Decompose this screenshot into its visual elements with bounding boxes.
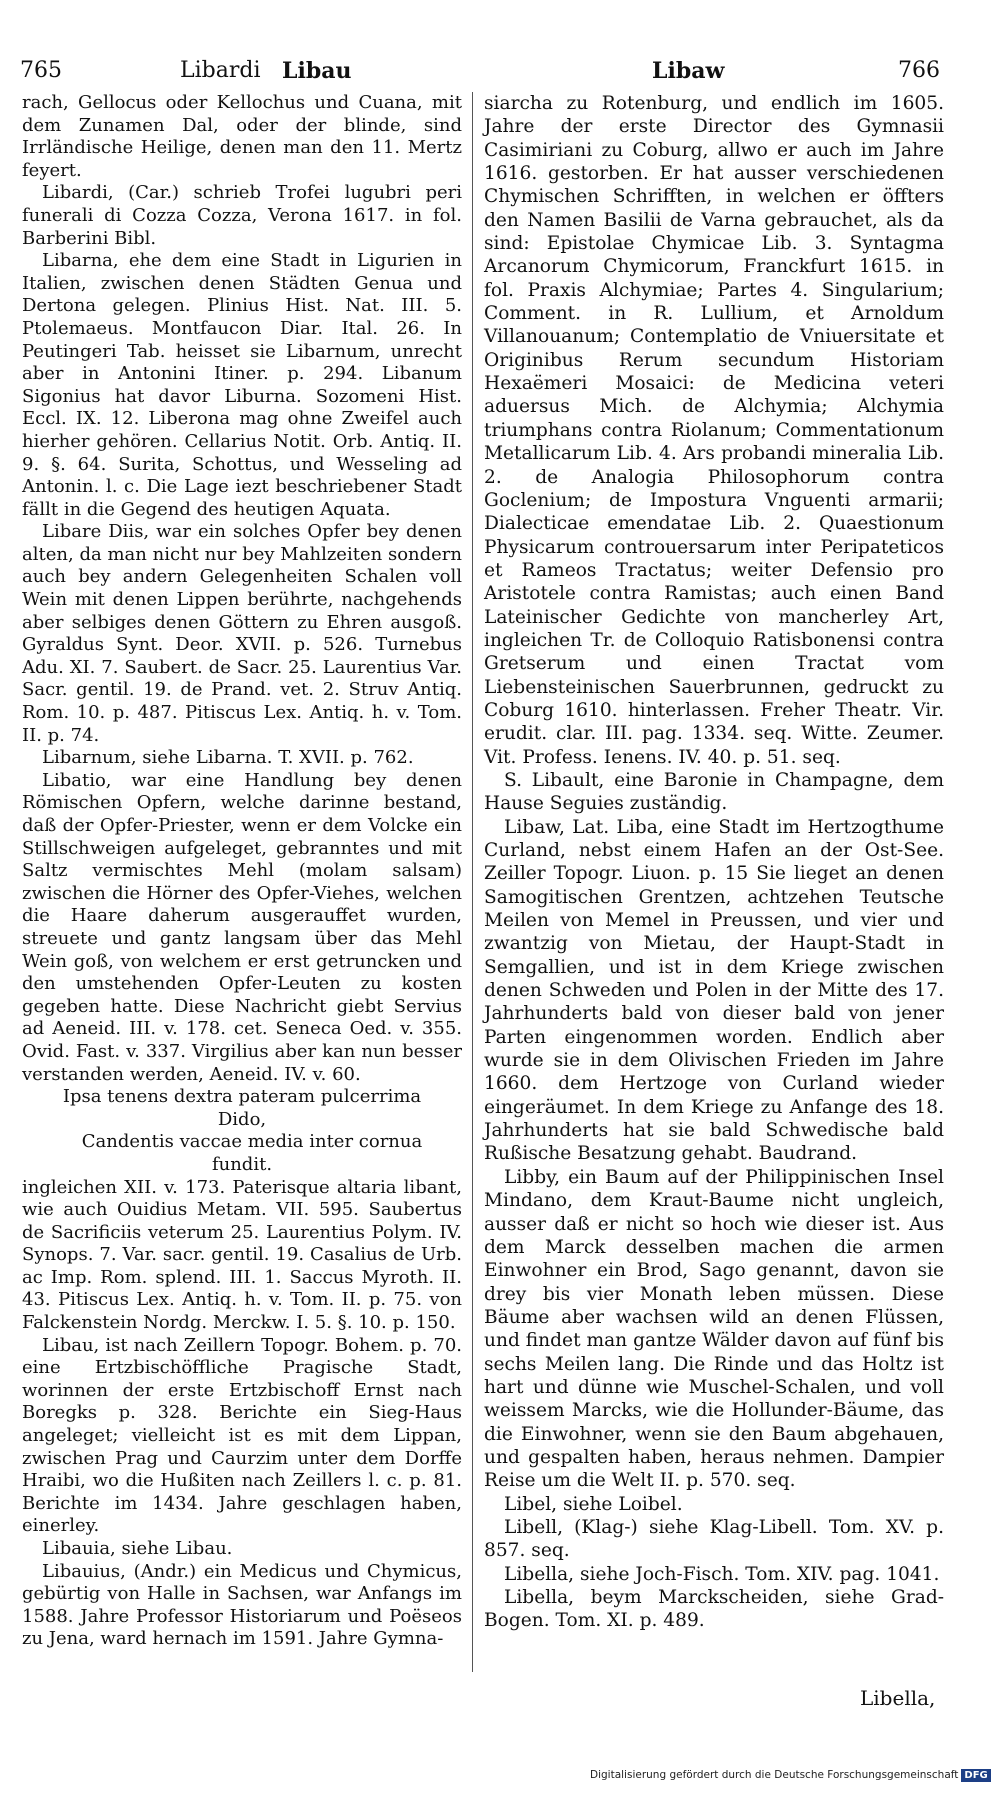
left-last-entry: Libau <box>282 58 352 84</box>
footer-text: Digitalisierung gefördert durch die Deutsche Forschungsgemeinschaft <box>590 1769 959 1781</box>
entry-paragraph: Candentis vaccae media inter cornua <box>81 1131 423 1153</box>
right-first-entry: Libaw <box>652 58 725 84</box>
entry-paragraph: Libauia, siehe Libau. <box>42 1538 233 1559</box>
entry-paragraph: Libel, siehe Loibel. <box>504 1493 683 1515</box>
right-column <box>484 92 944 1633</box>
entry-paragraph: Libarna, ehe dem eine Stadt in Ligurien in Italien, zwischen denen Städten Genua und Dertona gelegen. Plinius Hist. Nat. III. 5. Ptolemaeus. Montfaucon Diar. Ital. 26. In Peutingeri Tab. heisset sie Libarnum, unrecht aber in Antonini Itiner. p. 294. Libanum Sigonius hat davor Liburna. Sozomeni Hist. Eccl. IX. 12. Liberona mag ohne Zweifel auch hierher gehören. Cellarius Notit. Orb. Antiq. II. 9. §. 64. Surita, Schottus, und Wesseling ad Antonin. l. c. Die Lage iezt beschriebener Stadt fällt in die Gegend des heutigen Aquata. <box>22 250 462 520</box>
entry-paragraph: Libardi, (Car.) schrieb Trofei lugubri peri funerali di Cozza Cozza, Verona 1617. in fol. Barberini Bibl. <box>22 182 462 249</box>
entry-paragraph: siarcha zu Rotenburg, und endlich im 1605. Jahre der erste Director des Gymnasii Casimiriani zu Coburg, allwo er auch im Jahre 1616. gestorben. Er hat ausser verschiedenen Chymischen Schrifften, in welchen er öffters den Namen Basilii de Varna gebrauchet, als da sind: Epistolae Chymicae Lib. 3. Syntagma Arcanorum Chymicorum, Franckfurt 1615. in fol. Praxis Alchymiae; Partes 4. Singularium; Comment. in R. Lullium, et Arnoldum Villanouanum; Contemplatio de Vniuersitate et Originibus Rerum secundum Historiam Hexaëmeri Mosaici: de Medicina veteri aduersus Mich. de Alchymia; Alchymia triumphans contra Riolanum; Commentationum Metallicarum Lib. 4. Ars probandi mineralia Lib. 2. de Analogia Philosophorum contra Goclenium; de Impostura Vnguenti armarii; Dialecticae emendatae Lib. 2. Quaestionum Physicarum controuersarum inter Peripateticos et Rameos Tractatus; weiter Defensio pro Aristotele contra Ramistas; auch einen Band Lateinischer Gedichte von mancherley Art, ingleichen Tr. de Colloquio Ratisbonensi contra Gretserum und einen Tractat vom Liebensteinischen Sauerbrunnen, gedruckt zu Coburg 1610. hinterlassen. Freher Theatr. Vir. erudit. clar. III. pag. 1334. seq. Witte. Zeumer. Vit. Profess. Ienens. IV. 40. p. 51. seq. <box>484 93 944 768</box>
entry-paragraph: Libatio, war eine Handlung bey denen Römischen Opfern, welche darinne bestand, daß der Opfer-Priester, wenn er dem Volcke ein Stillschweigen aufgeleget, gebranntes und mit Saltz vermischtes Mehl (molam salsam) zwischen die Hörner des Opfer-Viehes, welchen die Haare daherum ausgerauffet wurden, streuete und gantz langsam über das Mehl Wein goß, von welchem er erst getruncken und den umstehenden Opfer-Leuten zu kosten gegeben hatte. Diese Nachricht giebt Servius ad Aeneid. III. v. 178. cet. Seneca Oed. v. 355. Ovid. Fast. v. 337. Virgilius aber kan nun besser verstanden werden, Aeneid. IV. v. 60. <box>22 769 462 1085</box>
entry-paragraph: Libaw, Lat. Liba, eine Stadt im Hertzogthume Curland, nebst einem Hafen an der Ost-See. Zeiller Topogr. Liuon. p. 15 Sie lieget an denen Samogitischen Grentzen, achtzehen Teutsche Meilen von Memel in Preussen, und vier und zwantzig von Mietau, der Haupt-Stadt in Semgallien, und ist in dem Kriege zwischen denen Schweden und Polen in der Mitte des 17. Jahrhunderts bald von dieser bald von jener Parten eingenommen worden. Endlich aber wurde sie in dem Olivischen Frieden im Jahre 1660. dem Hertzoge von Curland wieder eingeräumet. In dem Kriege zu Anfange des 18. Jahrhunderts hat sie bald Schwedische bald Rußische Besatzung gehabt. Baudrand. <box>484 816 944 1165</box>
left-page-number: 765 <box>20 58 62 83</box>
entry-paragraph: Libau, ist nach Zeillern Topogr. Bohem. p. 70. eine Ertzbischöffliche Pragische Stadt, worinnen der erste Ertzbischoff Ernst nach Boregks p. 328. Berichte ein Sieg-Haus angeleget; vielleicht ist es mit dem Lippan, zwischen Prag und Caurzim unter dem Dorffe Hraibi, wo die Hußiten nach Zeillers l. c. p. 81. Berichte im 1434. Jahre geschlagen haben, einerley. <box>22 1334 462 1537</box>
column-divider <box>472 92 473 1672</box>
entry-paragraph: fundit. <box>211 1153 273 1175</box>
entry-paragraph: Libarnum, siehe Libarna. T. XVII. p. 762. <box>42 747 414 769</box>
left-first-entry: Libardi <box>180 58 261 83</box>
left-column <box>22 92 462 1651</box>
entry-paragraph: rach, Gellocus oder Kellochus und Cuana, mit dem Zunamen Dal, oder der blinde, sind Irrländische Heilige, denen man den 11. Mertz feyert. <box>22 92 462 181</box>
dfg-logo: DFG <box>961 1769 990 1782</box>
page-header <box>20 52 945 92</box>
entry-paragraph: S. Libault, eine Baronie in Champagne, dem Hause Seguies zuständig. <box>484 769 944 815</box>
entry-paragraph: Libare Diis, war ein solches Opfer bey denen alten, da man nicht nur bey Mahlzeiten sondern auch bey andern Gelegenheiten Schalen voll Wein mit denen Lippen berührte, nachgehends aber selbiges denen Göttern zu Ehren ausgoß. Gyraldus Synt. Deor. XVII. p. 526. Turnebus Adu. XI. 7. Saubert. de Sacr. 25. Laurentius Var. Sacr. gentil. 19. de Prand. vet. 2. Struv Antiq. Rom. 10. p. 487. Pitiscus Lex. Antiq. h. v. Tom. II. p. 74. <box>22 521 462 746</box>
entry-paragraph: Libauius, (Andr.) ein Medicus und Chymicus, gebürtig von Halle in Sachsen, war Anfangs im 1588. Jahre Professor Historiarum und Poëseos zu Jena, ward hernach im 1591. Jahre Gymna- <box>22 1560 462 1650</box>
entry-paragraph: Libella, siehe Joch-Fisch. Tom. XIV. pag. 1041. <box>504 1563 940 1585</box>
entry-paragraph: Libby, ein Baum auf der Philippinischen Insel Mindano, dem Kraut-Baume nicht ungleich, ausser daß er nicht so hoch wie dieser ist. Aus dem Marck desselben machen die armen Einwohner ein Brod, Sago genannt, davon sie drey bis vier Monath leben müssen. Diese Bäume aber wachsen wild an denen Flüssen, und findet man gantze Wälder davon auf fünf bis sechs Meilen lang. Die Rinde und das Holtz ist hart und dünne wie Muschel-Schalen, und voll weissem Marcks, wie die Hollunder-Bäume, das die Einwohner, wenn sie den Baum abgehauen, und gespalten haben, heraus nehmen. Dampier Reise um die Welt II. p. 570. seq. <box>484 1166 944 1492</box>
digitization-footer <box>590 1769 988 1791</box>
entry-paragraph: Libell, (Klag-) siehe Klag-Libell. Tom. XV. p. 857. seq. <box>484 1516 944 1562</box>
catchword: Libella, <box>860 1686 936 1710</box>
entry-paragraph: ingleichen XII. v. 173. Paterisque altaria libant, wie auch Ouidius Metam. VII. 595. Saubertus de Sacrificiis veterum 25. Laurentius Polym. IV. Synops. 7. Var. sacr. gentil. 19. Casalius de Urb. ac Imp. Rom. splend. III. 1. Saccus Myroth. II. 43. Pitiscus Lex. Antiq. h. v. Tom. II. p. 75. von Falckenstein Nordg. Merckw. I. 5. §. 10. p. 150. <box>22 1176 462 1334</box>
entry-paragraph: Dido, <box>217 1108 267 1130</box>
right-page-number: 766 <box>898 58 940 83</box>
entry-paragraph: Libella, beym Marckscheiden, siehe Grad-Bogen. Tom. XI. p. 489. <box>484 1587 944 1632</box>
entry-paragraph: Ipsa tenens dextra pateram pulcerrima <box>62 1086 422 1108</box>
